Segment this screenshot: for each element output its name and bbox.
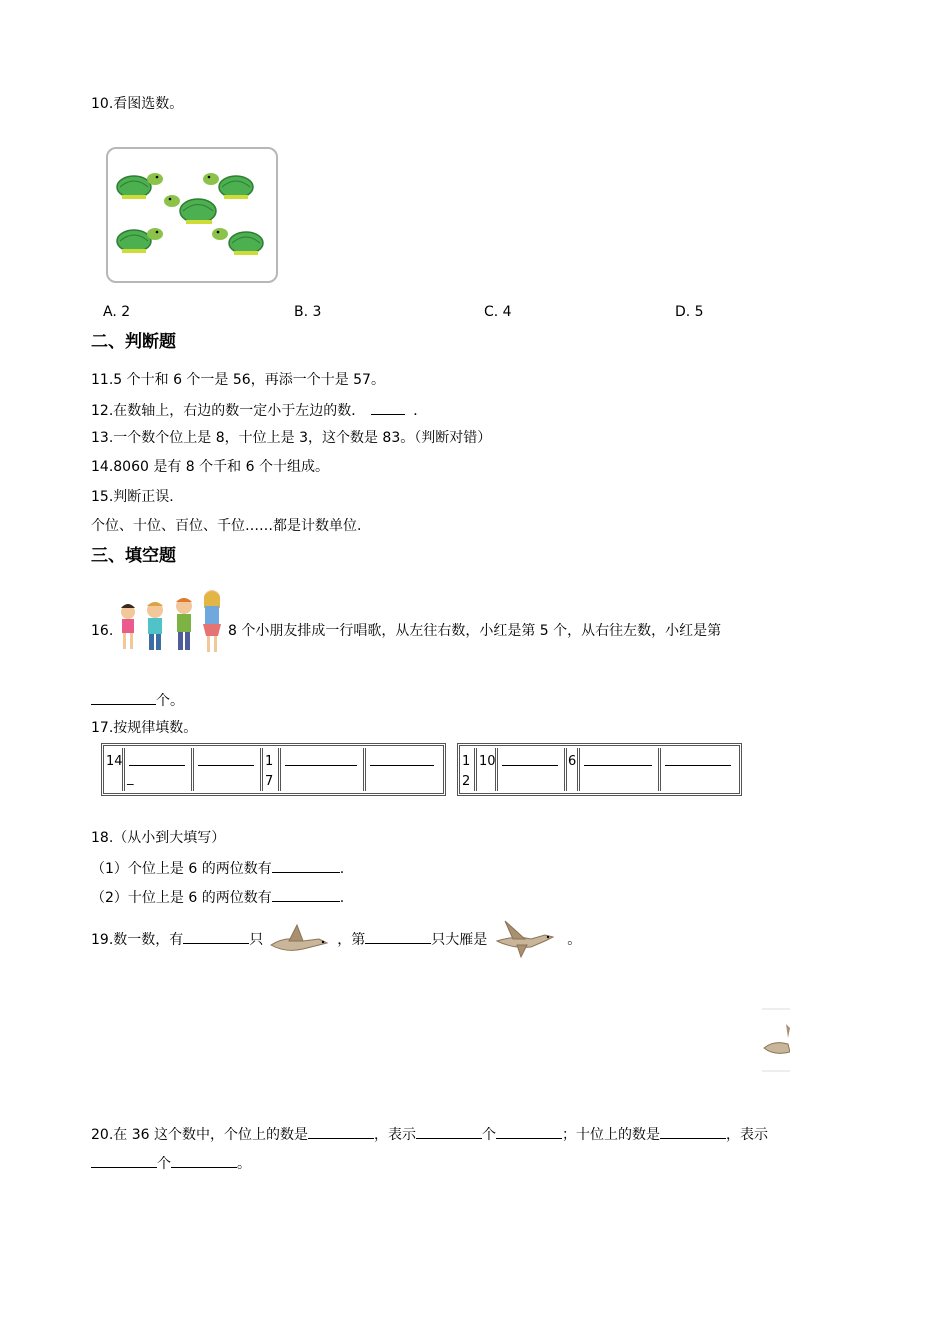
answer-blank[interactable] bbox=[660, 1124, 726, 1139]
turtle-icon bbox=[117, 173, 163, 199]
table-cell bbox=[263, 748, 281, 791]
turtle-icon bbox=[164, 195, 216, 224]
cell-value: _ bbox=[127, 771, 134, 786]
child-icon bbox=[147, 602, 163, 650]
answer-blank[interactable] bbox=[183, 929, 249, 944]
q15-title: 15.判断正误. bbox=[91, 489, 174, 505]
q12 bbox=[91, 400, 427, 420]
turtles-illustration bbox=[108, 149, 276, 281]
answer-blank[interactable] bbox=[285, 765, 357, 766]
turtle-icon bbox=[203, 173, 253, 199]
q18-dot: . bbox=[339, 890, 345, 906]
sequence-table-2 bbox=[457, 743, 742, 796]
table-cell bbox=[460, 748, 477, 791]
option-b[interactable]: B. 3 bbox=[294, 304, 322, 320]
child-icon bbox=[176, 598, 192, 650]
q20-line-2 bbox=[91, 1153, 251, 1173]
q20-text-a: 20.在 36 这个数中，个位上的数是 bbox=[91, 1127, 308, 1143]
sequence-table-1 bbox=[101, 743, 446, 796]
table-cell-blank[interactable] bbox=[580, 748, 661, 791]
section-2-heading: 二、判断题 bbox=[91, 332, 176, 352]
answer-blank[interactable] bbox=[129, 765, 185, 766]
table-cell bbox=[104, 748, 125, 791]
table-cell-blank[interactable] bbox=[366, 748, 440, 791]
answer-blank[interactable] bbox=[665, 765, 731, 766]
cell-value: 14 bbox=[106, 754, 123, 769]
answer-blank[interactable] bbox=[308, 1124, 374, 1139]
q12-end: ． bbox=[413, 403, 428, 419]
q19-line bbox=[91, 929, 581, 949]
answer-blank[interactable] bbox=[416, 1124, 482, 1139]
section-3-heading: 三、填空题 bbox=[91, 546, 176, 566]
answer-blank[interactable] bbox=[91, 690, 156, 705]
q16-answer bbox=[91, 690, 184, 710]
answer-blank[interactable] bbox=[365, 929, 431, 944]
table-cell-blank[interactable] bbox=[661, 748, 737, 791]
child-icon bbox=[121, 604, 135, 649]
answer-blank[interactable] bbox=[496, 1124, 562, 1139]
answer-blank[interactable] bbox=[502, 765, 558, 766]
turtle-icon bbox=[117, 228, 163, 253]
q19-text-e: 。 bbox=[567, 932, 582, 948]
q16-number: 16. bbox=[91, 623, 114, 639]
q19-text-c: ，第 bbox=[337, 932, 366, 948]
q17-title: 17.按规律填数。 bbox=[91, 720, 198, 736]
q10-title: 10.看图选数。 bbox=[91, 96, 184, 112]
children-picture bbox=[114, 588, 226, 656]
q16-end: 个。 bbox=[156, 693, 184, 709]
flying-goose-icon bbox=[491, 919, 557, 959]
table-cell-blank[interactable] bbox=[281, 748, 366, 791]
q20-text-e: ，表示 bbox=[725, 1127, 768, 1143]
q20-text-c: 个 bbox=[481, 1127, 496, 1143]
q15-statement: 个位、十位、百位、千位……都是计数单位. bbox=[91, 518, 362, 534]
q20-text-g: 。 bbox=[237, 1156, 251, 1172]
answer-blank[interactable] bbox=[198, 765, 254, 766]
cell-value: 10 bbox=[479, 754, 496, 769]
answer-blank[interactable] bbox=[584, 765, 652, 766]
q18-part-2-text: （2）十位上是 6 的两位数有 bbox=[91, 890, 272, 906]
q18-dot: . bbox=[339, 861, 345, 877]
answer-blank[interactable] bbox=[371, 400, 405, 415]
table-cell-blank[interactable] bbox=[125, 748, 194, 791]
cell-value: 1 bbox=[265, 754, 274, 769]
option-d[interactable]: D. 5 bbox=[675, 304, 704, 320]
cell-value: 1 bbox=[462, 754, 471, 769]
q19-text-b: 只 bbox=[249, 932, 264, 948]
goose-fragment-icon bbox=[762, 1008, 790, 1072]
q19-text-a: 19.数一数，有 bbox=[91, 932, 184, 948]
turtle-picture bbox=[106, 147, 278, 283]
q18-part-1-text: （1）个位上是 6 的两位数有 bbox=[91, 861, 272, 877]
answer-blank[interactable] bbox=[272, 858, 340, 873]
q18-title: 18.（从小到大填写） bbox=[91, 830, 226, 846]
q20-text-b: ，表示 bbox=[373, 1127, 416, 1143]
cell-value: 6 bbox=[568, 754, 577, 769]
q20-text-d: ；十位上的数是 bbox=[561, 1127, 660, 1143]
q18-part-2 bbox=[91, 887, 344, 907]
cell-value: 7 bbox=[265, 774, 274, 789]
table-cell bbox=[567, 748, 580, 791]
q14-text: 14.8060 是有 8 个千和 6 个十组成。 bbox=[91, 459, 329, 475]
turtle-icon bbox=[212, 228, 263, 255]
q20-text-f: 个 bbox=[157, 1156, 171, 1172]
answer-blank[interactable] bbox=[171, 1153, 237, 1168]
q18-part-1 bbox=[91, 858, 344, 878]
goose-icon bbox=[267, 921, 333, 957]
cell-value: 2 bbox=[462, 774, 471, 789]
answer-blank[interactable] bbox=[91, 1153, 157, 1168]
answer-blank[interactable] bbox=[272, 887, 340, 902]
q12-text: 12.在数轴上，右边的数一定小于左边的数． bbox=[91, 403, 366, 419]
child-icon bbox=[203, 590, 221, 652]
q13-text: 13.一个数个位上是 8，十位上是 3，这个数是 83。（判断对错） bbox=[91, 430, 492, 446]
table-cell-blank[interactable] bbox=[498, 748, 567, 791]
option-c[interactable]: C. 4 bbox=[484, 304, 512, 320]
q16-text: 8 个小朋友排成一行唱歌，从左往右数，小红是第 5 个，从右往左数，小红是第 bbox=[228, 623, 722, 639]
q20-line-1 bbox=[91, 1124, 768, 1144]
option-a[interactable]: A. 2 bbox=[103, 304, 131, 320]
q19-text-d: 只大雁是 bbox=[431, 932, 488, 948]
table-cell bbox=[477, 748, 498, 791]
answer-blank[interactable] bbox=[370, 765, 434, 766]
table-cell-blank[interactable] bbox=[194, 748, 263, 791]
q11-text: 11.5 个十和 6 个一是 56，再添一个十是 57。 bbox=[91, 372, 385, 388]
